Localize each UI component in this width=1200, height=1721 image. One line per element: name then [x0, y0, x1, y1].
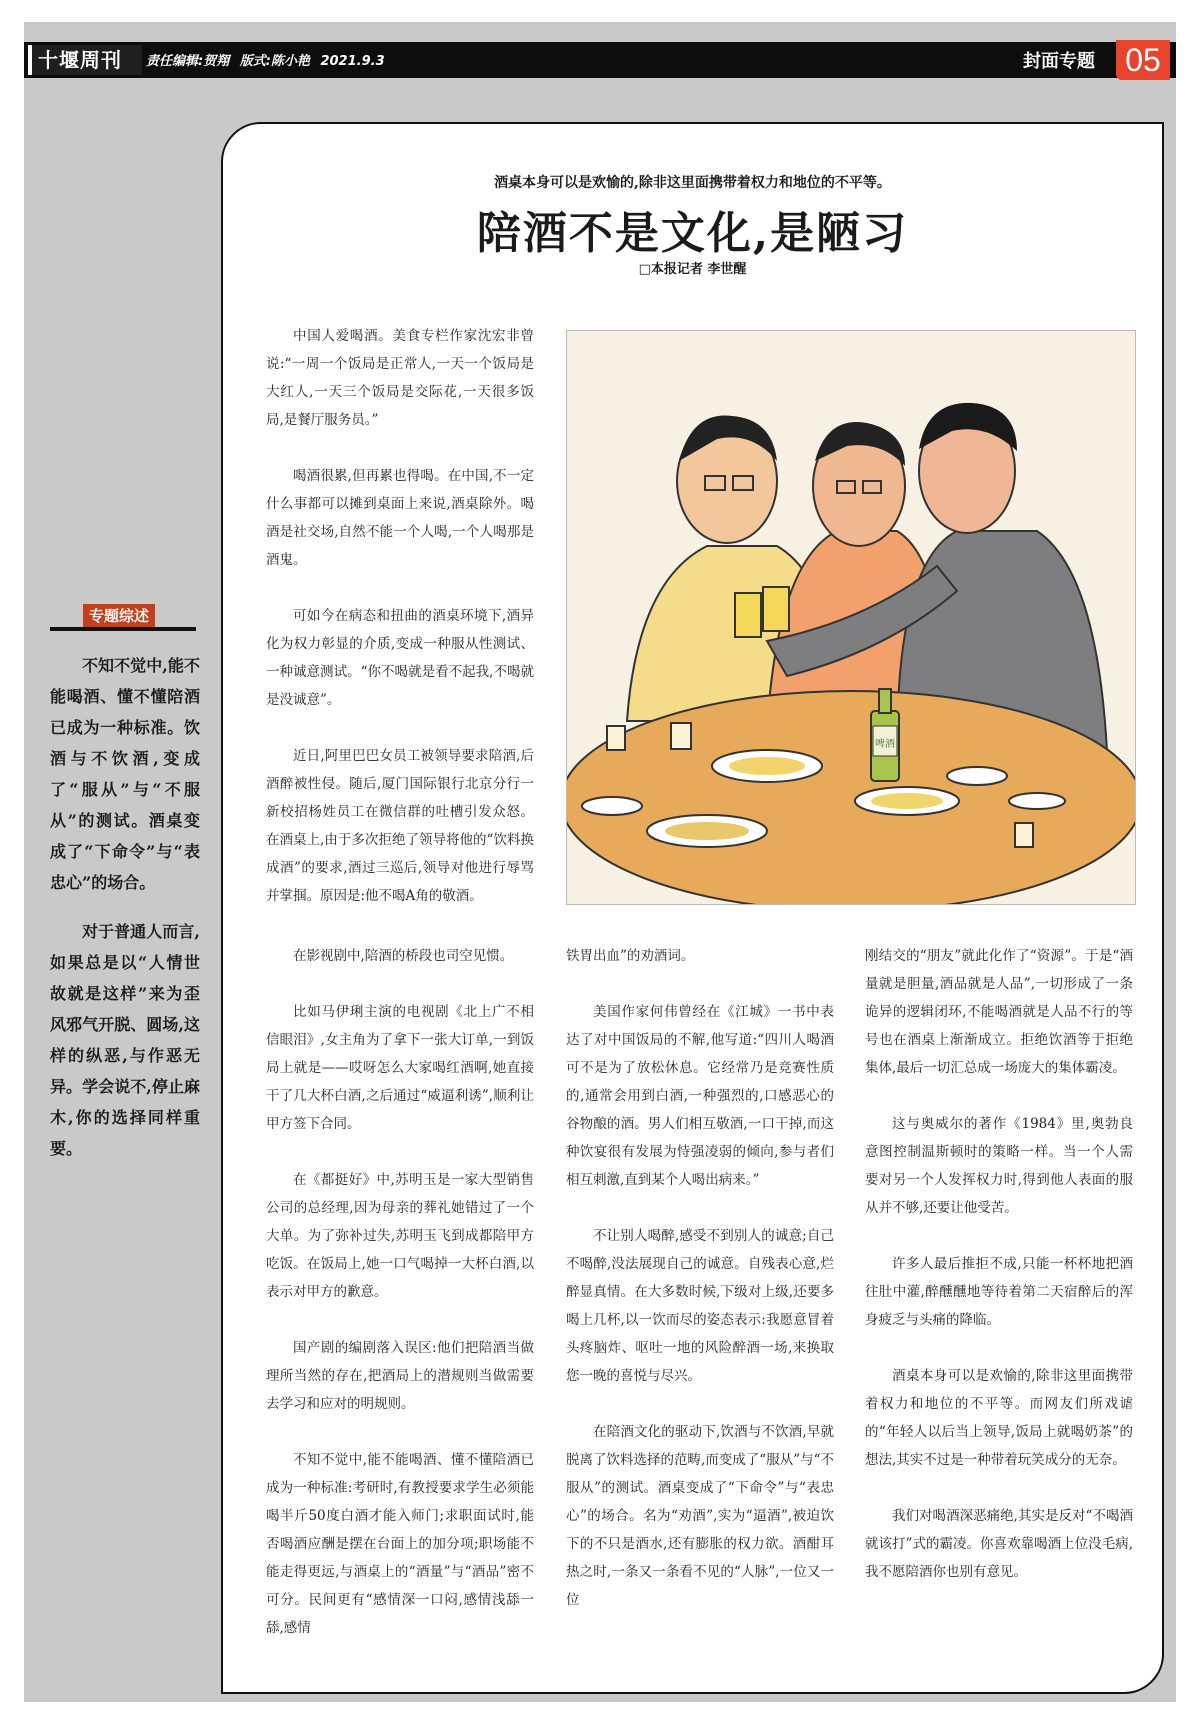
- credits-line: [146, 50, 391, 69]
- banquet-illustration: [566, 330, 1136, 905]
- paragraph: 在《都挺好》中,苏明玉是一家大型销售公司的总经理,因为母亲的葬礼她错过了一个大单。为了弥补过失,苏明玉飞到成都陪甲方吃饭。在饭局上,她一口气喝掉一大杯白酒,以表示对甲方的歉意。: [266, 1172, 534, 1300]
- paragraph: 在陪酒文化的驱动下,饮酒与不饮酒,早就脱离了饮料选择的范畴,而变成了“服从”与“不服从”的测试。酒桌变成了“下命令”与“表忠心”的场合。名为“劝酒”,实为“逼酒”,被迫饮下的不只是酒水,还有膨胀的权力欲。酒酣耳热之时,一条又一条看不见的“人脉”,一位又一位: [566, 1424, 834, 1608]
- paragraph: 中国人爱喝酒。美食专栏作家沈宏非曾说:“一周一个饭局是正常人,一天一个饭局是大红人,一天三个饭局是交际花,一天很多饭局,是餐厅服务员。”: [266, 328, 534, 428]
- bottle-label: 啤酒: [875, 739, 895, 750]
- paragraph: 刚结交的“朋友”就此化作了“资源”。于是“酒量就是胆量,酒品就是人品”,一切形成了一条诡异的逻辑闭环,不能喝酒就是人品不行的等号也在酒桌上渐渐成立。拒绝饮酒等于拒绝集体,最后一切汇总成一场庞大的集体霸凌。: [865, 948, 1133, 1076]
- column-3: [865, 942, 1133, 1614]
- paragraph: 许多人最后推拒不成,只能一杯杯地把酒往肚中灌,醉醺醺地等待着第二天宿醉后的浑身疲乏与头痛的降临。: [865, 1256, 1133, 1328]
- sidebar-tag: 专题综述: [83, 604, 155, 627]
- paragraph: 在影视剧中,陪酒的桥段也司空见惯。: [293, 948, 514, 964]
- paragraph: 比如马伊琍主演的电视剧《北上广不相信眼泪》,女主角为了拿下一张大订单,一到饭局上就是——哎呀怎么大家喝红酒啊,她直接干了几大杯白酒,之后通过“威逼利诱”,顺利让甲方签下合同。: [266, 1004, 534, 1132]
- paragraph: 铁胃出血”的劝酒词。: [566, 948, 695, 964]
- layout-credit: 版式:陈小艳: [239, 54, 310, 69]
- paragraph: 不让别人喝醉,感受不到别人的诚意;自己不喝醉,没法展现自己的诚意。自残表心意,烂醉显真情。在大多数时候,下级对上级,还要多喝上几杯,以一饮而尽的姿态表示:我愿意冒着头疼脑炸、呕吐一地的风险醉酒一场,来换取您一晚的喜悦与尽兴。: [566, 1228, 834, 1384]
- issue-date: 2021.9.3: [320, 54, 385, 69]
- sidebar-paragraph: 不知不觉中,能不能喝酒、懂不懂陪酒已成为一种标准。饮酒与不饮酒,变成了“服从”与“不服从”的测试。酒桌变成了“下命令”与“表忠心”的场合。: [50, 656, 200, 892]
- section-title: 封面专题: [1023, 51, 1095, 72]
- article-deck: 酒桌本身可以是欢愉的,除非这里面携带着权力和地位的不平等。: [494, 175, 891, 191]
- column-2: [566, 942, 834, 1642]
- paragraph: 不知不觉中,能不能喝酒、懂不懂陪酒已成为一种标准:考研时,有教授要求学生必须能喝半斤50度白酒才能入师门;求职面试时,能否喝酒应酬是摆在台面上的加分项;职场能不能走得更远,与酒桌上的“酒量”与“酒品”密不可分。民间更有“感情深一口闷,感情浅舔一舔,感情: [266, 1452, 534, 1636]
- paragraph: 近日,阿里巴巴女员工被领导要求陪酒,后酒醉被性侵。随后,厦门国际银行北京分行一新校招杨姓员工在微信群的吐槽引发众怒。在酒桌上,由于多次拒绝了领导将他的“饮料换成酒”的要求,酒过三巡后,领导对他进行辱骂并掌掴。原因是:他不喝A角的敬酒。: [266, 748, 534, 904]
- paragraph: 美国作家何伟曾经在《江城》一书中表达了对中国饭局的不解,他写道:“四川人喝酒可不是为了放松休息。它经常乃是竞赛性质的,通常会用到白酒,一种强烈的,口感恶心的谷物酿的酒。男人们相互敬酒,一口干掉,而这种饮宴很有发展为恃强凌弱的倾向,参与者们相互刺激,直到某个人喝出病来。”: [566, 1004, 834, 1188]
- sidebar-summary: [50, 650, 200, 1182]
- paragraph: 我们对喝酒深恶痛绝,其实是反对“不喝酒就该打”式的霸凌。你喜欢靠喝酒上位没毛病,我不愿陪酒你也别有意见。: [865, 1508, 1133, 1580]
- publication-name: 十堰周刊: [28, 45, 142, 75]
- paragraph: 可如今在病态和扭曲的酒桌环境下,酒异化为权力彰显的介质,变成一种服从性测试、一种诚意测试。“你不喝就是看不起我,不喝就是没诚意”。: [266, 608, 534, 708]
- column-1-bottom: [266, 942, 534, 1670]
- paragraph: 这与奥威尔的著作《1984》里,奥勃良意图控制温斯顿时的策略一样。当一个人需要对另一个人发挥权力时,得到他人表面的服从并不够,还要让他受苦。: [865, 1116, 1133, 1216]
- editor-credit: 责任编辑:贺翔: [146, 54, 230, 69]
- column-1-top: [266, 322, 534, 938]
- sidebar-divider: [50, 627, 196, 631]
- article-headline: 陪酒不是文化,是陋习: [476, 208, 909, 259]
- sidebar-paragraph: 对于普通人而言,如果总是以“人情世故就是这样”来为歪风邪气开脱、圆场,这样的纵恶,与作恶无异。学会说不,停止麻木,你的选择同样重要。: [50, 922, 200, 1158]
- paragraph: 喝酒很累,但再累也得喝。在中国,不一定什么事都可以摊到桌面上来说,酒桌除外。喝酒是社交场,自然不能一个人喝,一个人喝那是酒鬼。: [266, 468, 534, 568]
- page-number: 05: [1116, 40, 1170, 80]
- article-byline: □本报记者 李世醒: [638, 262, 747, 277]
- paragraph: 酒桌本身可以是欢愉的,除非这里面携带着权力和地位的不平等。而网友们所戏谑的“年轻人以后当上领导,饭局上就喝奶茶”的想法,其实不过是一种带着玩笑成分的无奈。: [865, 1368, 1133, 1468]
- paragraph: 国产剧的编剧落入误区:他们把陪酒当做理所当然的存在,把酒局上的潜规则当做需要去学习和应对的明规则。: [266, 1340, 534, 1412]
